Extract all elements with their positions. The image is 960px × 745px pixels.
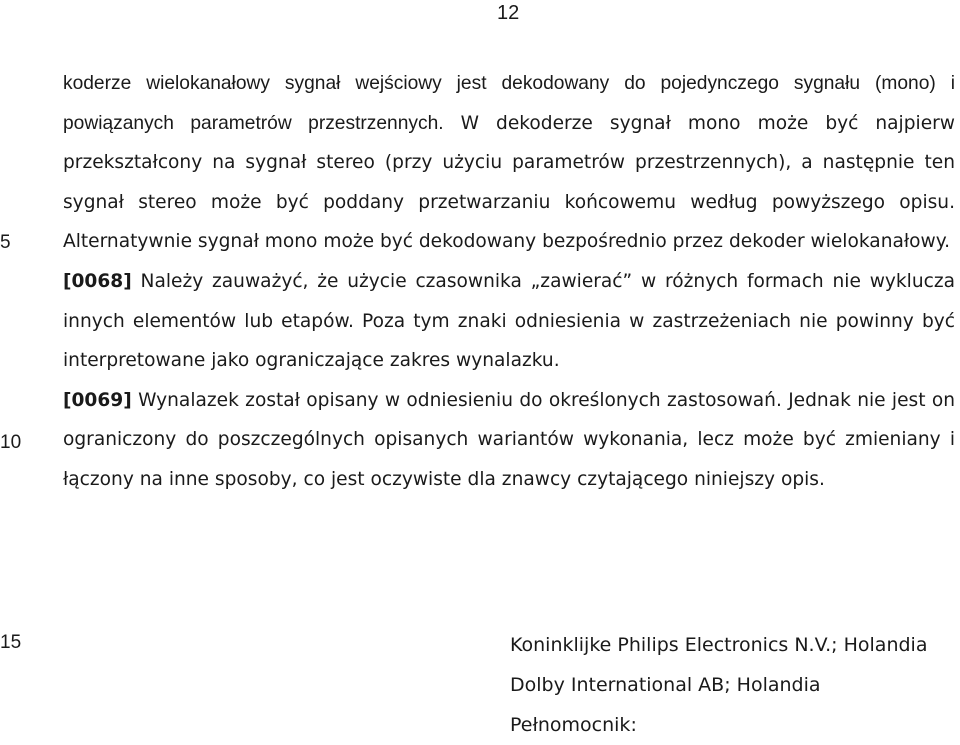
paragraph-0069 (63, 381, 955, 500)
page-number: 12 (497, 2, 520, 24)
applicant-2: Dolby International AB; Holandia (510, 674, 821, 696)
signature-block (510, 625, 927, 745)
paragraph-continuation (63, 64, 955, 262)
paragraph-ref-0068: [0068] (63, 270, 132, 292)
line-number-15: 15 (0, 632, 22, 653)
line-number-5: 5 (0, 232, 11, 253)
paragraph-ref-0069: [0069] (63, 389, 132, 411)
paragraph-lead-text: koderze wielokanałowy sygnał wejściowy jest dekodowany do pojedynczego sygnału (mono) i powiązanych parametrów przestrzennych. (63, 73, 955, 134)
line-number-10: 10 (0, 432, 22, 453)
paragraph-text: Należy zauważyć, że użycie czasownika „zawierać” w różnych formach nie wyklucza innych elementów lub etapów. Poza tym znaki odniesienia w zastrzeżeniach nie powinny być interpretowane jako ograniczające zakres wynalazku. (63, 270, 955, 372)
applicant-1: Koninklijke Philips Electronics N.V.; Holandia (510, 634, 928, 656)
paragraph-0068 (63, 262, 955, 381)
paragraph-text: W dekoderze sygnał mono może być najpierw przekształcony na sygnał stereo (przy użyciu parametrów przestrzennych), a następnie ten sygnał stereo może być poddany przetwarzaniu końcowemu według powyższego opisu. Alternatywnie sygnał mono może być dekodowany bezpośrednio przez dekoder wielokanałowy. (63, 112, 955, 253)
paragraph-text: Wynalazek został opisany w odniesieniu do określonych zastosowań. Jednak nie jest on ograniczony do poszczególnych opisanych wariantów wykonania, lecz może być zmieniany i łączony na inne sposoby, co jest oczywiste dla znawcy czytającego niniejszy opis. (63, 389, 955, 490)
body-text (63, 64, 955, 500)
attorney-label: Pełnomocnik: (510, 714, 637, 736)
